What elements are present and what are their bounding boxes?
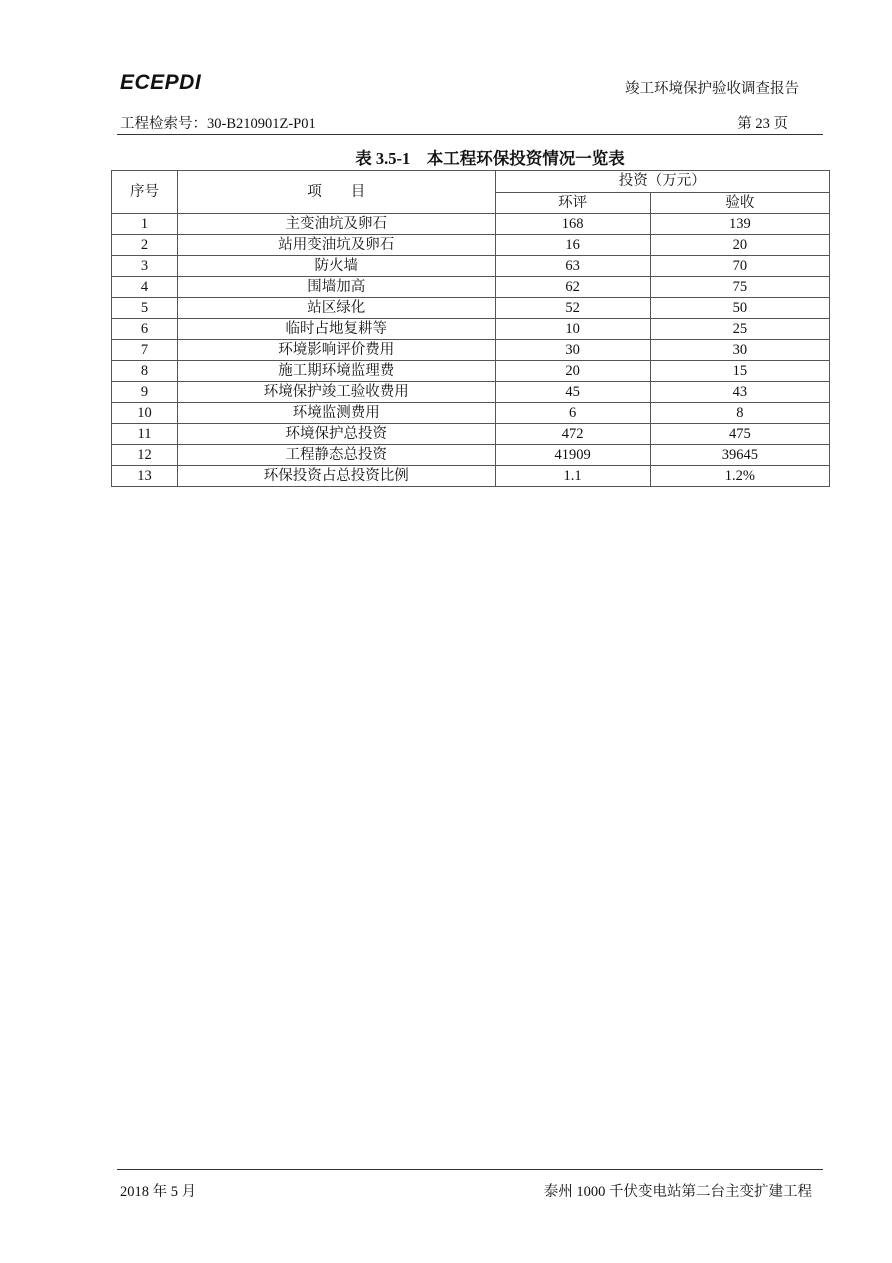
cell-item: 施工期环境监理费 [178, 361, 495, 382]
table-row [112, 319, 830, 340]
cell-acceptance: 25 [650, 319, 829, 340]
cell-acceptance: 1.2% [650, 466, 829, 487]
cell-no: 6 [112, 319, 178, 340]
cell-item: 环境影响评价费用 [178, 340, 495, 361]
cell-item: 环境监测费用 [178, 403, 495, 424]
cell-eia: 10 [495, 319, 650, 340]
cell-no: 8 [112, 361, 178, 382]
table-row [112, 361, 830, 382]
cell-eia: 16 [495, 235, 650, 256]
table-body [112, 214, 830, 487]
cell-acceptance: 15 [650, 361, 829, 382]
footer-date: 2018 年 5 月 [120, 1184, 197, 1200]
cell-acceptance: 20 [650, 235, 829, 256]
cell-acceptance: 39645 [650, 445, 829, 466]
cell-no: 1 [112, 214, 178, 235]
cell-no: 13 [112, 466, 178, 487]
cell-no: 11 [112, 424, 178, 445]
page-number: 第 23 页 [737, 116, 788, 132]
cell-no: 12 [112, 445, 178, 466]
footer-project-name: 泰州 1000 千伏变电站第二台主变扩建工程 [543, 1184, 812, 1200]
cell-acceptance: 8 [650, 403, 829, 424]
cell-acceptance: 139 [650, 214, 829, 235]
cell-no: 5 [112, 298, 178, 319]
cell-eia: 63 [495, 256, 650, 277]
table-row [112, 340, 830, 361]
table-row [112, 403, 830, 424]
cell-no: 3 [112, 256, 178, 277]
cell-item: 防火墙 [178, 256, 495, 277]
cell-eia: 62 [495, 277, 650, 298]
cell-acceptance: 475 [650, 424, 829, 445]
table-caption: 表 3.5-1 本工程环保投资情况一览表 [355, 149, 625, 168]
header-eia: 环评 [495, 192, 650, 214]
cell-eia: 472 [495, 424, 650, 445]
cell-acceptance: 50 [650, 298, 829, 319]
company-logo: ECEPDI [120, 71, 202, 94]
table-row [112, 235, 830, 256]
table-row [112, 298, 830, 319]
table-row [112, 424, 830, 445]
cell-item: 站区绿化 [178, 298, 495, 319]
cell-acceptance: 70 [650, 256, 829, 277]
project-reference-number: 工程检索号：30-B210901Z-P01 [120, 116, 316, 132]
table-row [112, 214, 830, 235]
cell-eia: 30 [495, 340, 650, 361]
table-row [112, 445, 830, 466]
header-no: 序号 [112, 171, 178, 214]
cell-eia: 6 [495, 403, 650, 424]
table-row [112, 256, 830, 277]
cell-no: 9 [112, 382, 178, 403]
header-acceptance: 验收 [650, 192, 829, 214]
cell-item: 环境保护总投资 [178, 424, 495, 445]
header-investment: 投资（万元） [495, 171, 829, 193]
cell-eia: 1.1 [495, 466, 650, 487]
cell-eia: 41909 [495, 445, 650, 466]
table-row [112, 382, 830, 403]
cell-no: 10 [112, 403, 178, 424]
header-item: 项 目 [178, 171, 495, 214]
cell-item: 围墙加高 [178, 277, 495, 298]
footer-divider [117, 1169, 823, 1170]
cell-eia: 20 [495, 361, 650, 382]
investment-table [111, 170, 830, 487]
cell-item: 站用变油坑及卵石 [178, 235, 495, 256]
cell-eia: 168 [495, 214, 650, 235]
cell-acceptance: 43 [650, 382, 829, 403]
cell-acceptance: 75 [650, 277, 829, 298]
cell-eia: 45 [495, 382, 650, 403]
table-row [112, 277, 830, 298]
cell-no: 4 [112, 277, 178, 298]
cell-item: 环保投资占总投资比例 [178, 466, 495, 487]
document-title: 竣工环境保护验收调查报告 [625, 81, 799, 97]
cell-item: 临时占地复耕等 [178, 319, 495, 340]
cell-item: 工程静态总投资 [178, 445, 495, 466]
cell-item: 主变油坑及卵石 [178, 214, 495, 235]
cell-item: 环境保护竣工验收费用 [178, 382, 495, 403]
cell-acceptance: 30 [650, 340, 829, 361]
table-row [112, 466, 830, 487]
cell-eia: 52 [495, 298, 650, 319]
cell-no: 2 [112, 235, 178, 256]
cell-no: 7 [112, 340, 178, 361]
header-divider [117, 134, 823, 135]
